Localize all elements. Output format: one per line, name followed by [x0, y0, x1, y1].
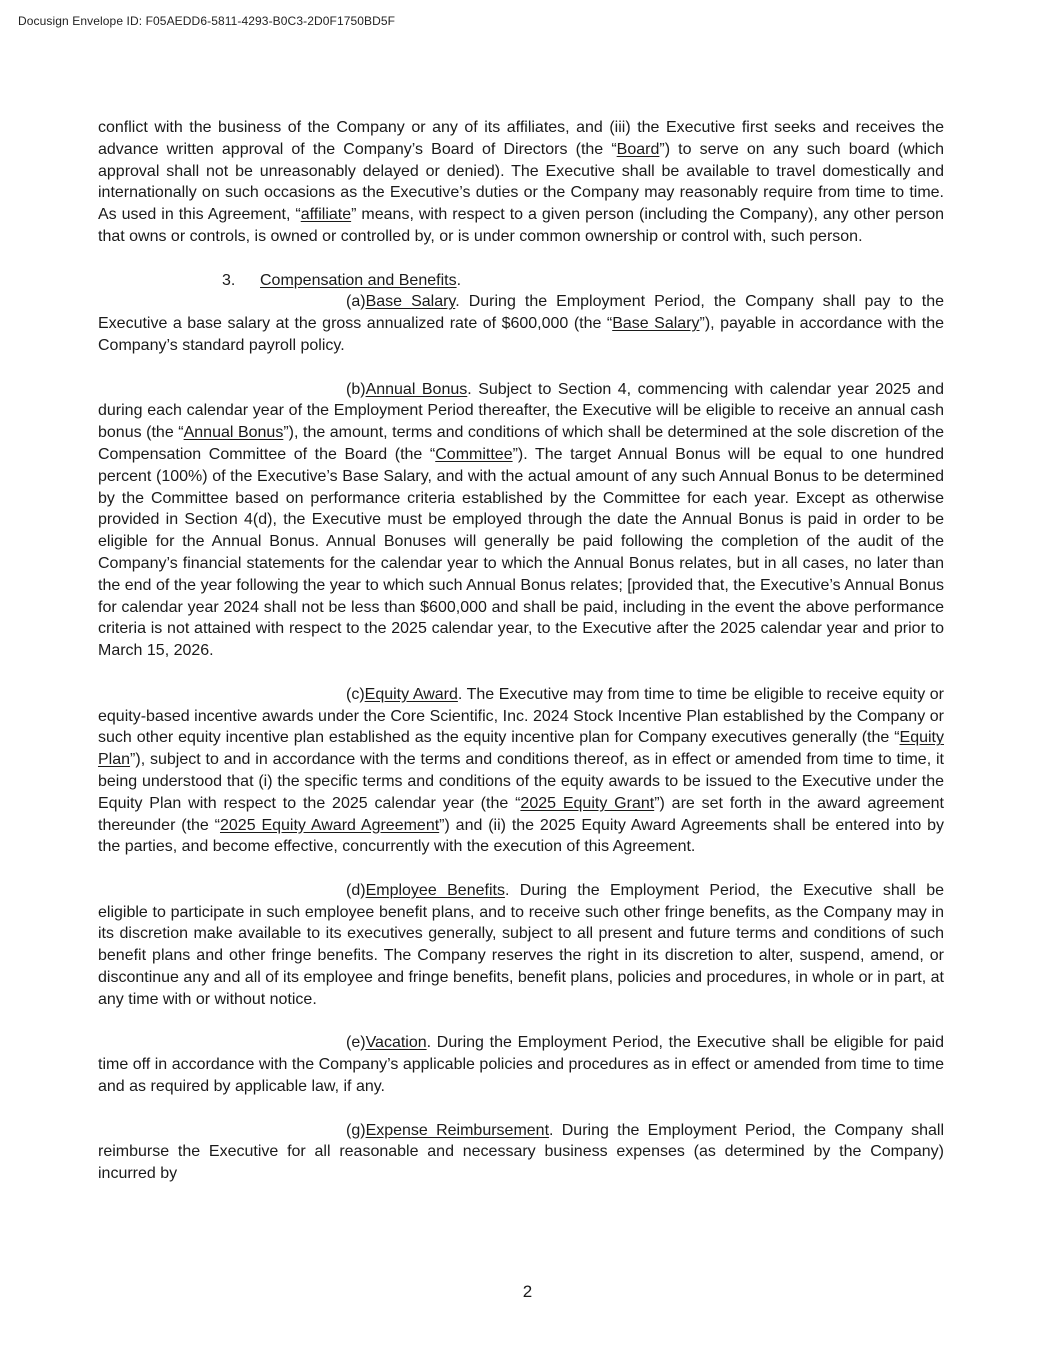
envelope-id: Docusign Envelope ID: F05AEDD6-5811-4293-B0C3-2D0F1750BD5F: [18, 14, 396, 28]
clause-title-vacation: Vacation: [365, 1034, 427, 1052]
paragraph-vacation: (e)Vacation. During the Employment Period, the Executive shall be eligible for paid time off in accordance with the Company’s applicable policies and procedures as in effect or amended from time to time and as required by applicable law, if any.: [98, 1034, 944, 1096]
clause-title-equity-award: Equity Award: [364, 685, 458, 703]
clause-label: (e): [346, 1034, 366, 1052]
defined-term-board: Board: [616, 140, 660, 158]
defined-term-annual-bonus: Annual Bonus: [183, 424, 284, 442]
paragraph-expense-reimbursement: (g)Expense Reimbursement. During the Employment Period, the Company shall reimburse the Executive for all reasonable and necessary business expenses (as determined by the Company) incurred by: [98, 1121, 944, 1183]
clause-title-annual-bonus: Annual Bonus: [365, 380, 468, 398]
defined-term-base-salary: Base Salary: [612, 315, 700, 333]
clause-label: (a): [346, 293, 366, 311]
section-title: Compensation and Benefits: [260, 271, 457, 289]
section-number: 3.: [222, 271, 236, 289]
paragraph-annual-bonus: (b)Annual Bonus. Subject to Section 4, commencing with calendar year 2025 and during each calendar year of the Employment Period thereafter, the Executive will be eligible to receive an annual cash bonus (the “Annual Bonus”), the amount, terms and conditions of which shall be determined at the sole discretion of the Compensation Committee of the Board (the “Committee”). The target Annual Bonus will be equal to one hundred percent (100%) of the Executive’s Base Salary, and with the actual amount of any such Annual Bonus to be determined by the Committee based on performance criteria established by the Committee for each year. Except as otherwise provided in Section 4(d), the Executive must be employed through the date the Annual Bonus is paid in order to be eligible for the Annual Bonus. Annual Bonuses will generally be paid following the completion of the audit of the Company’s financial statements for the calendar year to which the Annual Bonus relates, but in all cases, no later than the end of the year following the year to which such Annual Bonus relates; [provided that, the Executive’s Annual Bonus for calendar year 2024 shall not be less than $600,000 and shall be paid, including in the event the above performance criteria is not attained with respect to the 2025 calendar year, to the Executive after the 2025 calendar year and prior to March 15, 2026.: [98, 380, 944, 660]
paragraph-equity-award: (c)Equity Award. The Executive may from time to time be eligible to receive equity or equity-based incentive awards under the Core Scientific, Inc. 2024 Stock Incentive Plan established by the Company or such other equity incentive plan established as the equity incentive plan for Company executives generally (the “Equity Plan”), subject to and in accordance with the terms and conditions thereof, as in effect or amended from time to time, it being understood that (i) the specific terms and conditions of the equity awards to be issued to the Executive under the Equity Plan with respect to the 2025 calendar year (the “2025 Equity Grant”) are set forth in the award agreement thereunder (the “2025 Equity Award Agreement”) and (ii) the 2025 Equity Award Agreements shall be entered into by the parties, and become effective, concurrently with the execution of this Agreement.: [98, 685, 945, 856]
paragraph-base-salary: (a)Base Salary. During the Employment Period, the Company shall pay to the Executive a base salary at the gross annualized rate of $600,000 (the “Base Salary”), payable in accordance with the Company’s standard payroll policy.: [98, 293, 944, 354]
defined-term-committee: Committee: [435, 445, 513, 463]
paragraph-employee-benefits: (d)Employee Benefits. During the Employment Period, the Executive shall be eligible to participate in such employee benefit plans, and to receive such other fringe benefits, as the Company may in its discretion make available to its executives generally, subject to all present and future terms and conditions of such benefit plans and other fringe benefits. The Company reserves the right in its discretion to alter, suspend, amend, or discontinue any and all of its employee and fringe benefits, benefit plans, policies and procedures, in whole or in part, at any time with or without notice.: [98, 881, 944, 1008]
continuation-paragraph: conflict with the business of the Company or any of its affiliates, and (iii) the Executive first seeks and receives the advance written approval of the Company’s Board of Directors (the “Board”) to serve on any such board (which approval shall not be unreasonably delayed or denied). The Executive shall be available to travel domestically and internationally on such occasions as the Executive’s duties or the Company may reasonably require from time to time. As used in this Agreement, “affiliate” means, with respect to a given person (including the Company), any other person that owns or controls, is owned or controlled by, or is under common ownership or control with, such person.: [98, 119, 944, 245]
clause-label: (c): [346, 685, 365, 703]
section-heading-compensation: 3. Compensation and Benefits.: [98, 270, 944, 292]
defined-term-equity-plan: Equity Plan: [98, 729, 944, 769]
defined-term-2025-equity-grant: 2025 Equity Grant: [520, 794, 655, 812]
clause-label: (d): [346, 881, 366, 899]
document-body: [98, 117, 944, 1185]
clause-label: (b): [346, 380, 366, 398]
clause-title-expense-reimbursement: Expense Reimbursement: [365, 1121, 550, 1139]
clause-title-base-salary: Base Salary: [365, 293, 456, 311]
defined-term-2025-equity-award-agreement: 2025 Equity Award Agreement: [220, 816, 440, 834]
defined-term-affiliate: affiliate: [300, 206, 352, 224]
page-number: 2: [522, 1282, 533, 1301]
clause-title-employee-benefits: Employee Benefits: [365, 881, 505, 899]
clause-label: (g): [346, 1121, 366, 1139]
